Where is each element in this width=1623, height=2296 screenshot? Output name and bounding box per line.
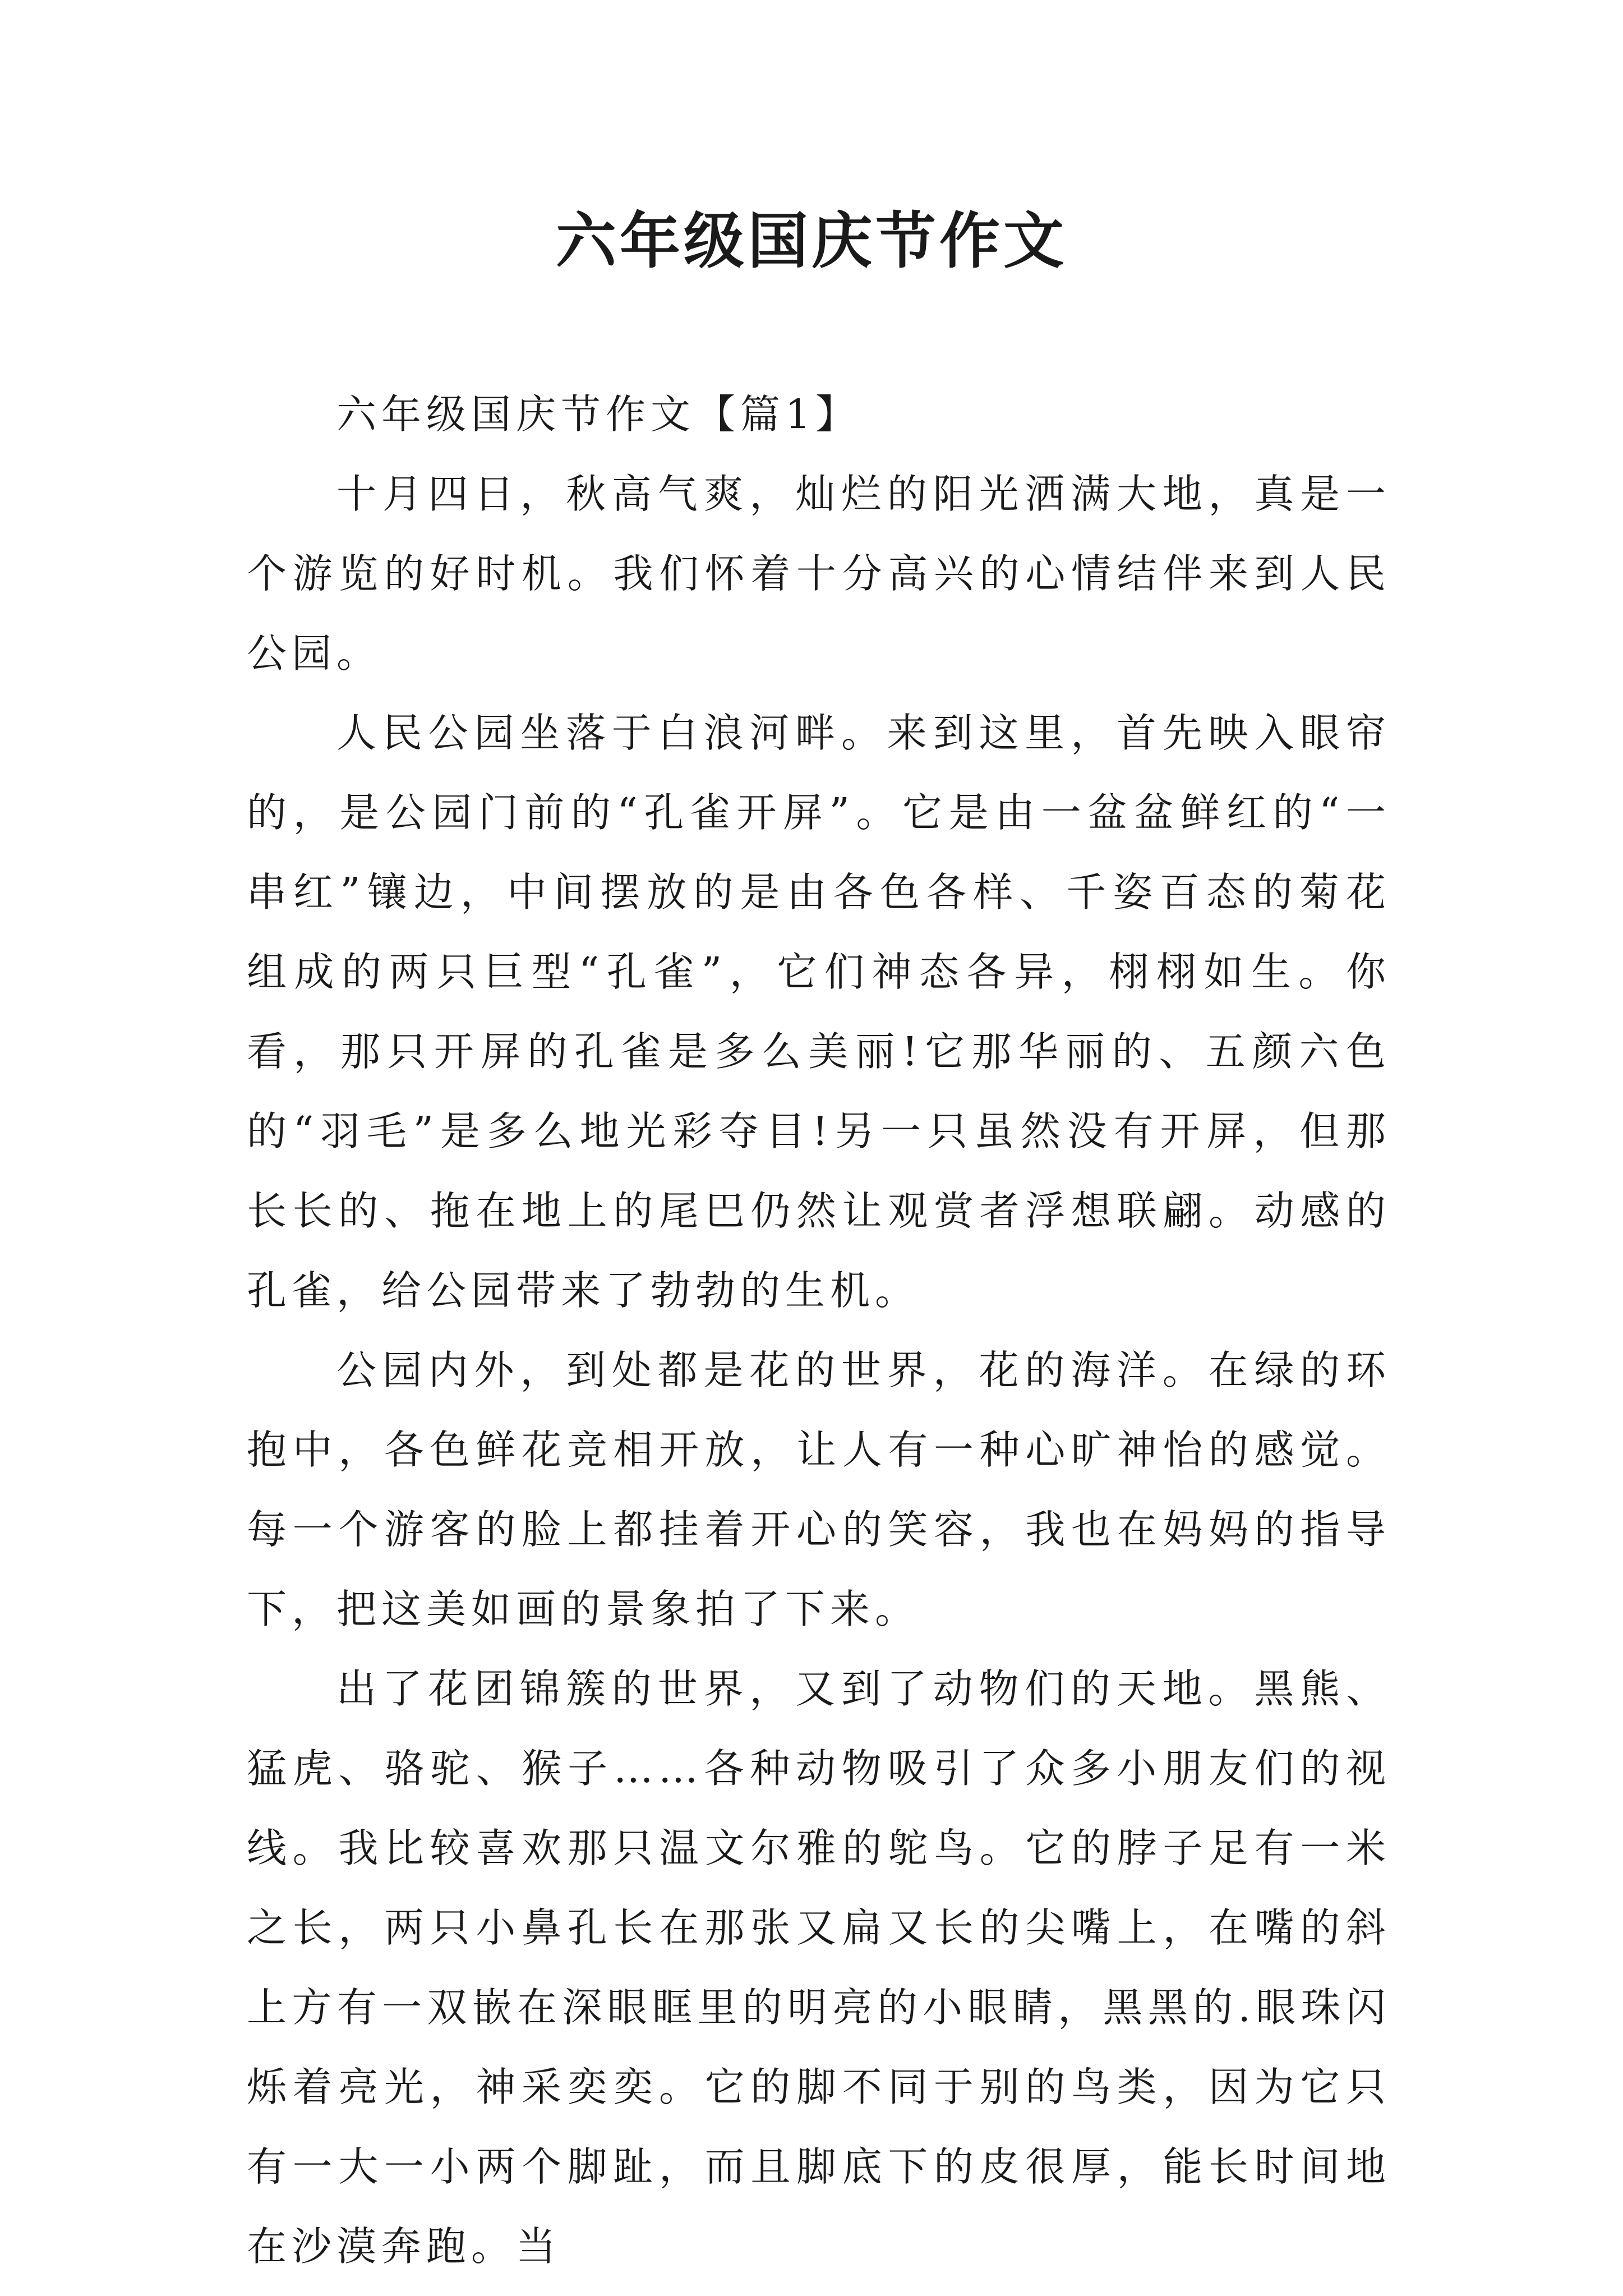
paragraph-3: 公园内外，到处都是花的世界，花的海洋。在绿的环抱中，各色鲜花竞相开放，让人有一种心旷神怡的感觉。每一个游客的脸上都挂着开心的笑容，我也在妈妈的指导下，把这美如画的景象拍了下来。 — [247, 1347, 1391, 1632]
paragraph-1: 十月四日，秋高气爽，灿烂的阳光洒满大地，真是一个游览的好时机。我们怀着十分高兴的心情结伴来到人民公园。 — [247, 471, 1391, 677]
document-body — [247, 375, 1391, 2286]
paragraph-4: 出了花团锦簇的世界，又到了动物们的天地。黑熊、猛虎、骆驼、猴子……各种动物吸引了众多小朋友们的视线。我比较喜欢那只温文尔雅的鸵鸟。它的脖子足有一米之长，两只小鼻孔长在那张又扁又长的尖嘴上，在嘴的斜上方有一双嵌在深眼眶里的明亮的小眼睛，黑黑的.眼珠闪烁着亮光，神采奕奕。它的脚不同于别的鸟类，因为它只有一大一小两个脚趾，而且脚底下的皮很厚，能长时间地在沙漠奔跑。当 — [247, 1665, 1391, 2270]
section-heading: 六年级国庆节作文【篇1】 — [336, 391, 861, 438]
paragraph-2: 人民公园坐落于白浪河畔。来到这里，首先映入眼帘的，是公园门前的“孔雀开屏”。它是由一盆盆鲜红的“一串红”镶边，中间摆放的是由各色各样、千姿百态的菊花组成的两只巨型“孔雀”，它们神态各异，栩栩如生。你看，那只开屏的孔雀是多么美丽!它那华丽的、五颜六色的“羽毛”是多么地光彩夺目!另一只虽然没有开屏，但那长长的、拖在地上的尾巴仍然让观赏者浮想联翩。动感的孔雀，给公园带来了勃勃的生机。 — [247, 710, 1391, 1314]
document-title: 六年级国庆节作文 — [555, 206, 1067, 277]
